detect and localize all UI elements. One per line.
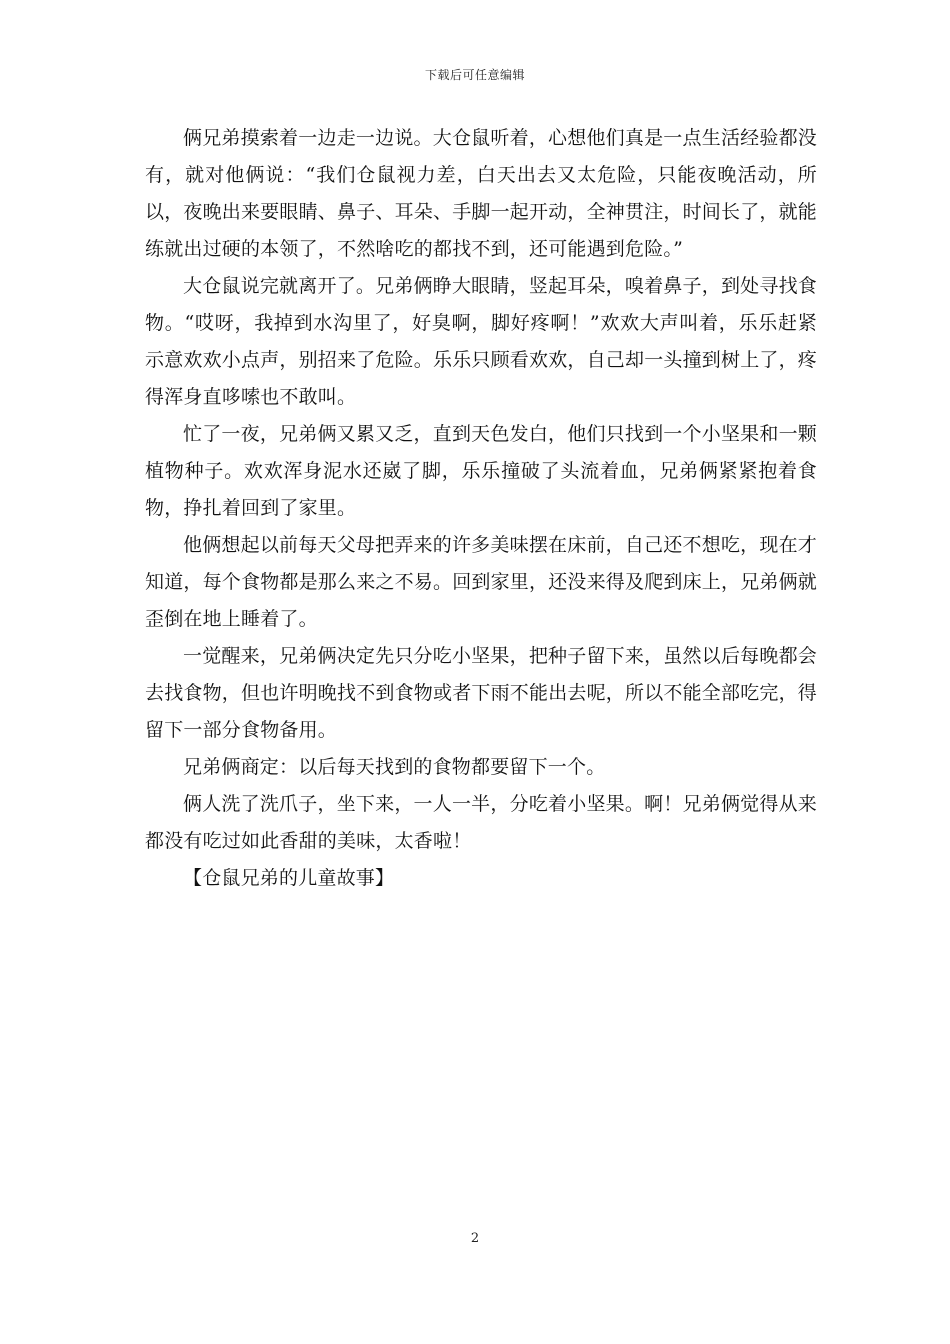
story-body: [145, 120, 817, 897]
paragraph: 俩兄弟摸索着一边走一边说。大仓鼠听着，心想他们真是一点生活经验都没有，就对他俩说：“我们仓鼠视力差，白天出去又太危险，只能夜晚活动，所以，夜晚出来要眼睛、鼻子、耳朵、手脚一起开动，全神贯注，时间长了，就能练就出过硬的本领了，不然啥吃的都找不到，还可能遇到危险。”: [145, 127, 818, 260]
story-title-tag: 【仓鼠兄弟的儿童故事】: [183, 867, 395, 889]
paragraph: 大仓鼠说完就离开了。兄弟俩睁大眼睛，竖起耳朵，嗅着鼻子，到处寻找食物。“哎呀，我掉到水沟里了，好臭啊，脚好疼啊！”欢欢大声叫着，乐乐赶紧示意欢欢小点声，别招来了危险。乐乐只顾看欢欢，自己却一头撞到树上了，疼得浑身直哆嗦也不敢叫。: [145, 275, 818, 408]
page-header: 下载后可任意编辑: [424, 68, 525, 82]
paragraph: 忙了一夜，兄弟俩又累又乏，直到天色发白，他们只找到一个小坚果和一颗植物种子。欢欢浑身泥水还崴了脚，乐乐撞破了头流着血，兄弟俩紧紧抱着食物，挣扎着回到了家里。: [145, 423, 817, 519]
paragraph: 俩人洗了洗爪子，坐下来，一人一半，分吃着小坚果。啊！兄弟俩觉得从来都没有吃过如此香甜的美味，太香啦！: [145, 793, 817, 852]
paragraph: 一觉醒来，兄弟俩决定先只分吃小坚果，把种子留下来，虽然以后每晚都会去找食物，但也许明晚找不到食物或者下雨不能出去呢，所以不能全部吃完，得留下一部分食物备用。: [145, 645, 818, 741]
page-number: 2: [470, 1231, 480, 1246]
paragraph: 他俩想起以前每天父母把弄来的许多美味摆在床前，自己还不想吃，现在才知道，每个食物都是那么来之不易。回到家里，还没来得及爬到床上，兄弟俩就歪倒在地上睡着了。: [145, 534, 818, 630]
paragraph: 兄弟俩商定：以后每天找到的食物都要留下一个。: [183, 756, 606, 778]
